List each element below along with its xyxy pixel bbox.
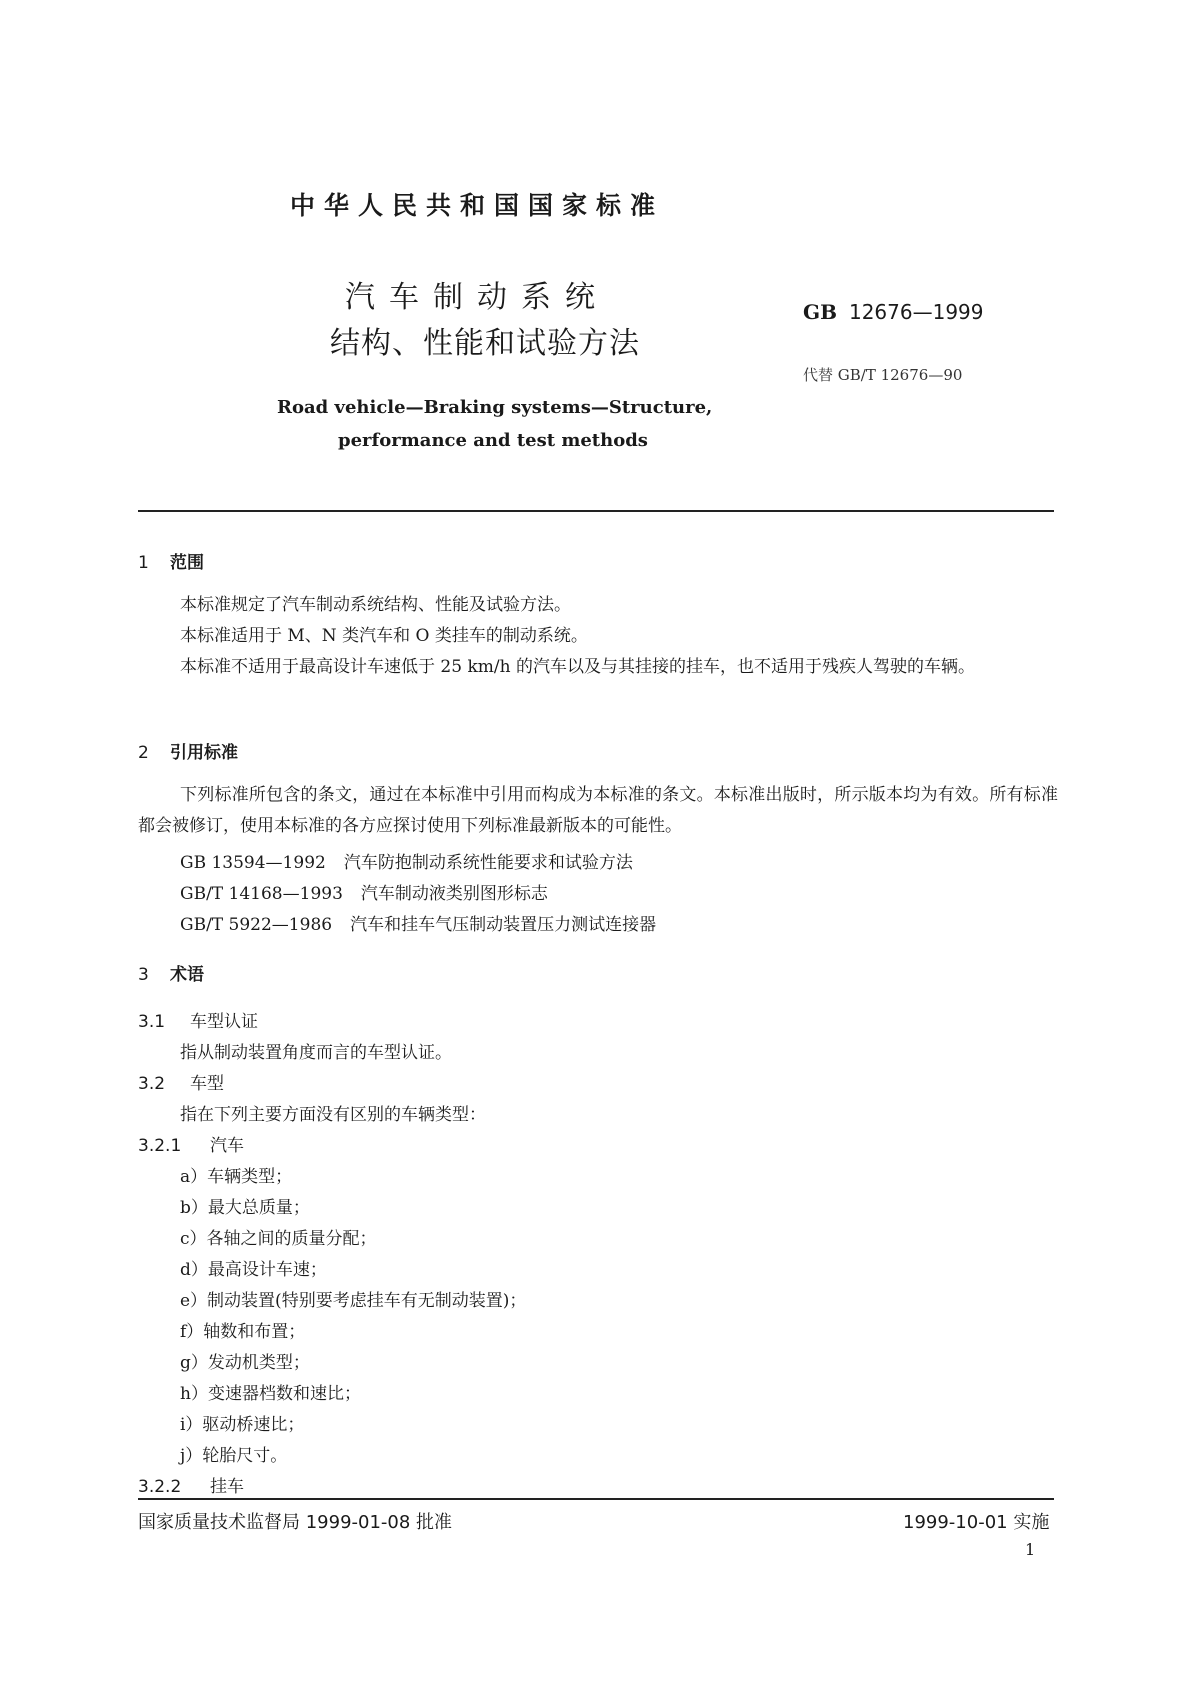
section-1-para-1: 本标准规定了汽车制动系统结构、性能及试验方法。	[180, 595, 571, 615]
english-title-line-2: performance and test methods	[338, 430, 648, 451]
title-line-2: 结构、性能和试验方法	[330, 326, 640, 361]
gb-number: 12676—1999	[848, 300, 984, 324]
term-3-2-definition: 指在下列主要方面没有区别的车辆类型：	[180, 1105, 486, 1125]
section-2-number: 2	[138, 743, 149, 763]
section-3-title: 术语	[170, 965, 204, 985]
reference-title: 汽车和挂车气压制动装置压力测试连接器	[350, 915, 657, 935]
section-1-number: 1	[138, 553, 149, 573]
section-1-title: 范围	[170, 553, 204, 573]
standard-number	[803, 300, 984, 324]
reference-code: GB 13594—1992	[180, 853, 326, 873]
term-title: 车型认证	[190, 1012, 258, 1032]
term-title: 挂车	[210, 1477, 244, 1497]
term-title: 汽车	[210, 1136, 244, 1156]
section-1-para-2: 本标准适用于 M、N 类汽车和 O 类挂车的制动系统。	[180, 626, 588, 646]
reference-item	[180, 910, 656, 935]
list-item: i）驱动桥速比；	[180, 1415, 305, 1435]
list-item: b）最大总质量；	[180, 1198, 310, 1218]
section-1-para-3: 本标准不适用于最高设计车速低于 25 km/h 的汽车以及与其挂接的挂车，也不适用于残疾人驾驶的车辆。	[180, 657, 975, 677]
list-item: a）车辆类型；	[180, 1167, 293, 1187]
implementation-date: 1999-10-01 实施	[903, 1512, 1050, 1533]
term-number: 3.1	[138, 1012, 166, 1032]
header-divider	[138, 510, 1054, 512]
reference-code: GB/T 5922—1986	[180, 915, 333, 935]
gb-prefix: GB	[803, 300, 837, 324]
reference-title: 汽车制动液类别图形标志	[360, 884, 548, 904]
list-item: c）各轴之间的质量分配；	[180, 1229, 377, 1249]
english-title-line-1: Road vehicle—Braking systems—Structure,	[277, 397, 713, 418]
list-item: d）最高设计车速；	[180, 1260, 327, 1280]
term-number: 3.2.1	[138, 1136, 182, 1156]
approval-line: 国家质量技术监督局 1999-01-08 批准	[138, 1512, 453, 1533]
title-line-1: 汽车制动系统	[345, 280, 609, 315]
reference-item	[180, 879, 548, 904]
term-title: 车型	[190, 1074, 224, 1094]
section-3-number: 3	[138, 965, 149, 985]
list-item: e）制动装置(特别要考虑挂车有无制动装置)；	[180, 1291, 527, 1311]
list-item: j）轮胎尺寸。	[180, 1446, 288, 1466]
term-3-1	[138, 1007, 258, 1032]
replaces-note: 代替 GB/T 12676—90	[803, 366, 963, 384]
term-3-2-1	[138, 1131, 244, 1156]
section-2-para-1: 下列标准所包含的条文，通过在本标准中引用而构成为本标准的条文。本标准出版时，所示版本均为有效。所有标准都会被修订，使用本标准的各方应探讨使用下列标准最新版本的可能性。	[138, 785, 1058, 836]
term-3-2-2	[138, 1472, 244, 1497]
page-number: 1	[1025, 1540, 1036, 1559]
section-1-heading	[138, 548, 204, 573]
term-number: 3.2.2	[138, 1477, 182, 1497]
term-3-1-definition: 指从制动装置角度而言的车型认证。	[180, 1043, 452, 1063]
list-item: f）轴数和布置；	[180, 1322, 306, 1342]
term-3-2	[138, 1069, 224, 1094]
reference-code: GB/T 14168—1993	[180, 884, 343, 904]
section-3-heading	[138, 960, 204, 985]
reference-title: 汽车防抱制动系统性能要求和试验方法	[343, 853, 633, 873]
reference-item	[180, 848, 633, 873]
list-item: g）发动机类型；	[180, 1353, 310, 1373]
section-2-title: 引用标准	[170, 743, 238, 763]
section-2-heading	[138, 738, 238, 763]
list-item: h）变速器档数和速比；	[180, 1384, 361, 1404]
term-number: 3.2	[138, 1074, 166, 1094]
national-standard-heading: 中华人民共和国国家标准	[290, 191, 665, 220]
footer-divider	[138, 1498, 1054, 1500]
